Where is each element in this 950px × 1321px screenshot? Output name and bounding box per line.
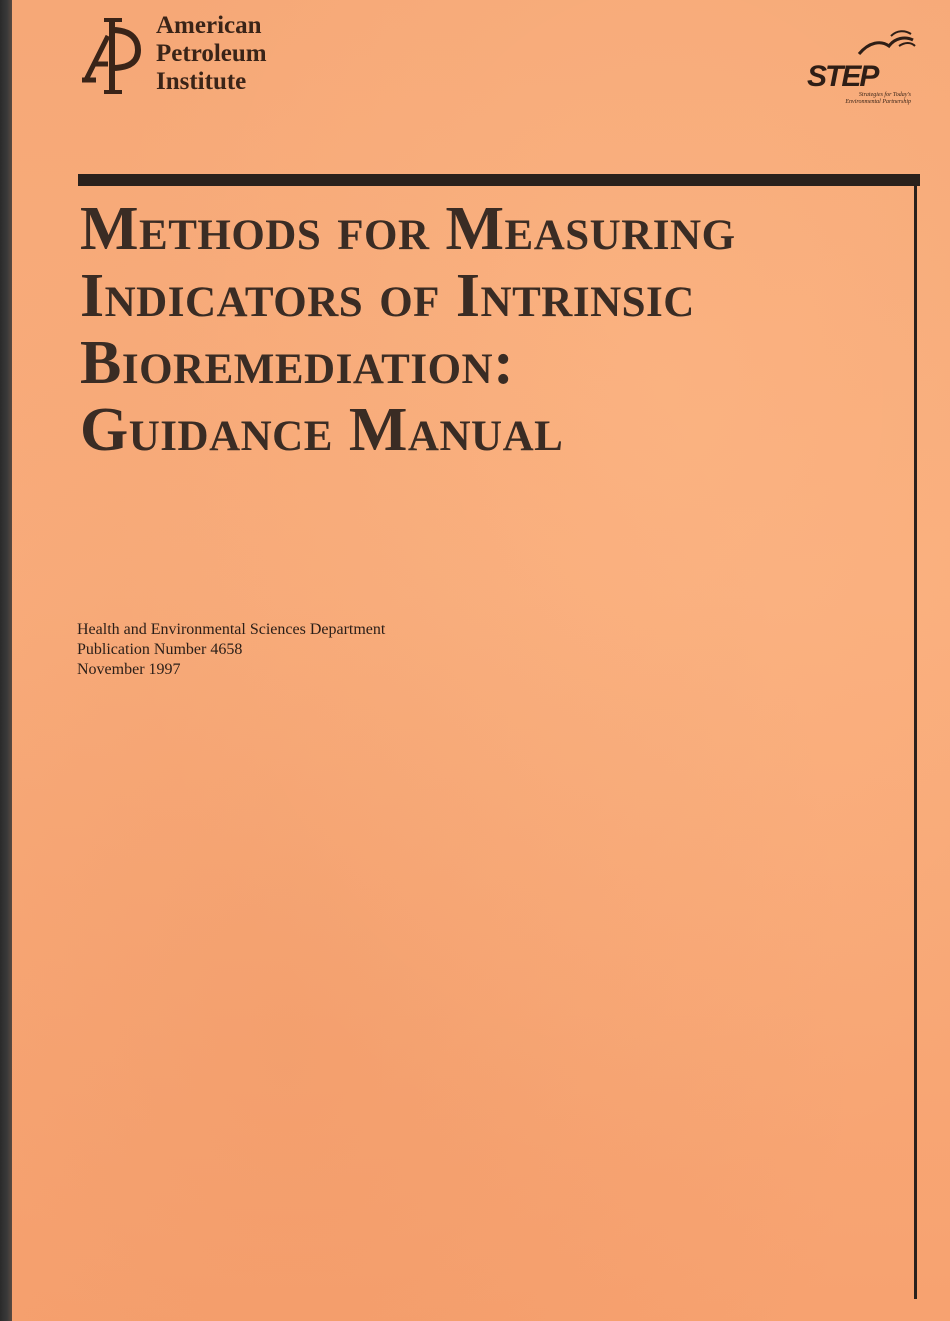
publisher-name-line: Petroleum [156, 40, 267, 67]
api-logo [78, 12, 298, 102]
publication-info [77, 620, 385, 680]
title-line: Bioremediation: [80, 329, 515, 397]
side-rule [914, 174, 917, 1299]
publisher-name-line: Institute [156, 68, 247, 95]
publication-number: Publication Number 4658 [77, 641, 243, 658]
step-logo [805, 28, 917, 110]
api-logo-icon [78, 16, 142, 96]
title-line: Guidance Manual [80, 396, 564, 464]
department-name: Health and Environmental Sciences Department [77, 621, 386, 638]
step-tagline-line: Strategies for Today's [858, 92, 911, 98]
publisher-name-line: American [156, 12, 262, 39]
birds-icon [855, 28, 917, 60]
title-line: Indicators of Intrinsic [80, 262, 695, 330]
publisher-name [156, 12, 267, 96]
step-tagline-line: Environmental Partnership [845, 99, 911, 105]
step-tagline [839, 92, 911, 106]
top-rule [78, 174, 920, 186]
publication-date: November 1997 [77, 661, 181, 678]
title-line: Methods for Measuring [80, 195, 736, 263]
book-spine [0, 0, 12, 1321]
step-wordmark: STEP [807, 60, 878, 93]
document-title [80, 196, 900, 464]
